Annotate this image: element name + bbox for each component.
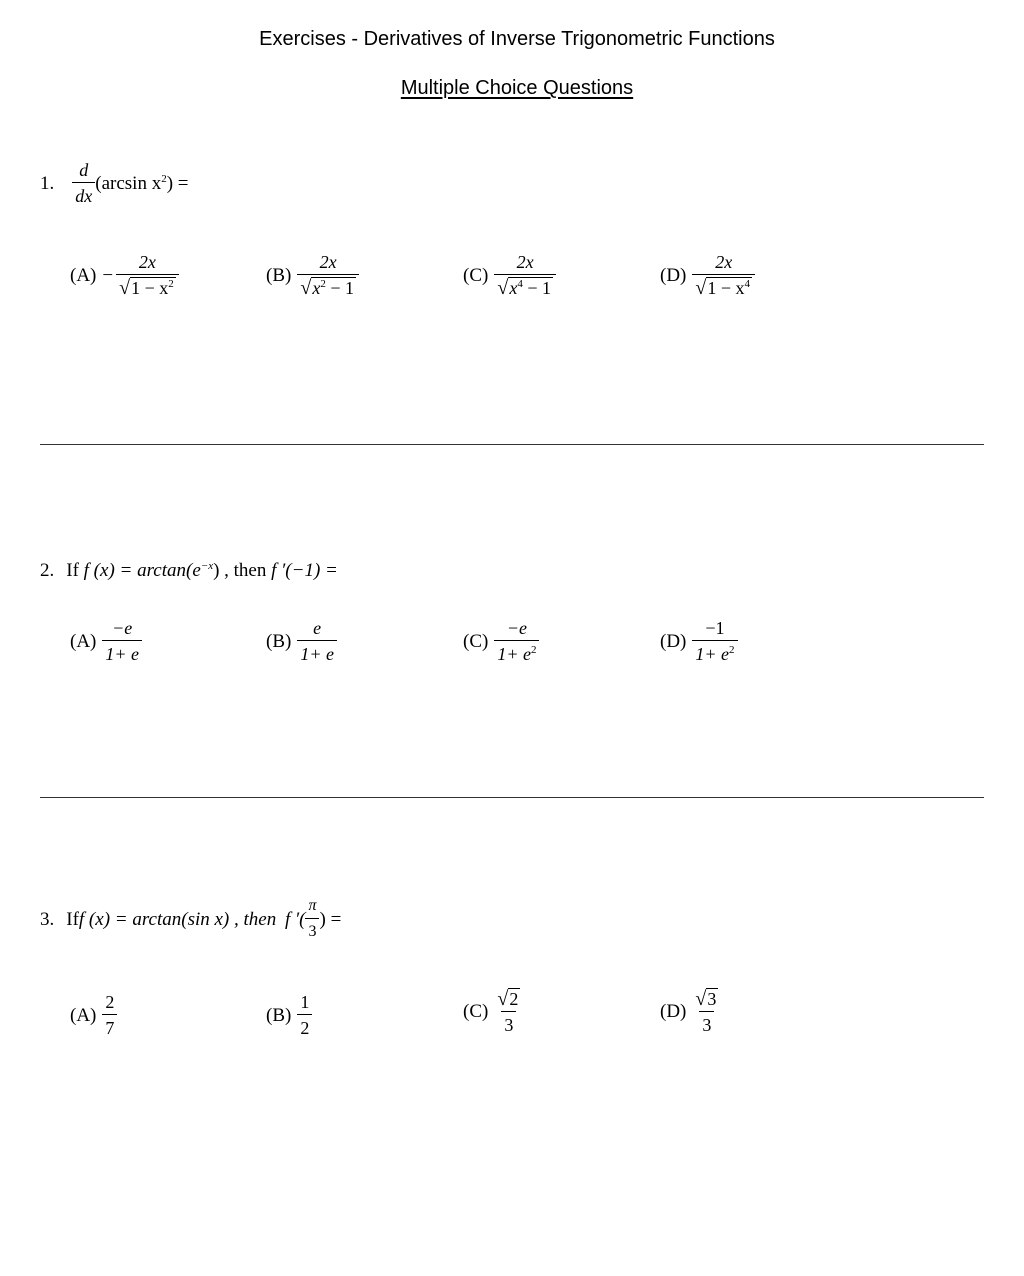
question-number: 1. [40, 172, 55, 194]
answer-option-1b[interactable]: (B) 2x √ $x^2 - 1$ [266, 252, 359, 299]
option-fraction: $\frac{-e}{1+ e^2}$ [494, 618, 539, 665]
question-number: 3. [40, 908, 55, 930]
option-fraction: $\frac{1}{2}$ [297, 992, 312, 1039]
option-fraction: $\frac{-e}{1+ e}$ [102, 618, 142, 665]
option-fraction: √ 3 3 [695, 988, 717, 1035]
answer-option-2d[interactable]: (D) $\frac{-1}{1+ e^2}$ [660, 618, 738, 665]
option-fraction: 2x √ $1 - x^2$ [116, 252, 179, 299]
question-expression: (arcsin $x^2$) = [95, 172, 189, 194]
pi-over-three: $\frac{\pi}{3}$ [305, 896, 319, 943]
answer-option-1d[interactable]: (D) 2x √ $1 - x^4$ [660, 252, 755, 299]
option-fraction: $\frac{-1}{1+ e^2}$ [692, 618, 737, 665]
answer-option-2b[interactable]: (B) $\frac{e}{1+ e}$ [266, 618, 337, 665]
answer-option-3d[interactable]: (D) √ 3 3 [660, 988, 721, 1036]
answer-option-2a[interactable]: (A) $\frac{-e}{1+ e}$ [70, 618, 142, 665]
answer-option-3c[interactable]: (C) √ 2 3 [463, 988, 523, 1036]
option-fraction: $\frac{2}{7}$ [102, 992, 117, 1039]
option-fraction: 2x √ $x^2 - 1$ [297, 252, 359, 299]
option-fraction: $\frac{e}{1+ e}$ [297, 618, 337, 665]
answer-option-3b[interactable]: (B) $\frac{1}{2}$ [266, 992, 312, 1039]
question-2: 2. If f $(x) = \arctan(e^{-x})$ , then f ′(−1) = [40, 560, 338, 581]
question-number: 2. [40, 560, 55, 581]
answer-option-1a[interactable]: (A) − 2x √ $1 - x^2$ [70, 252, 179, 299]
derivative-operator: $\frac{d}{dx}$ [72, 160, 95, 207]
question-1 [40, 160, 189, 207]
section-divider [40, 444, 984, 445]
option-fraction: 2x √ $x^4 - 1$ [494, 252, 556, 299]
option-fraction: √ 2 3 [497, 988, 519, 1035]
question-3: 3. If f (x) = arctan(sin x) , then f ′( $\frac{\pi}{3}$ ) = [40, 896, 341, 943]
page-title: Exercises - Derivatives of Inverse Trigonometric Functions [259, 28, 775, 50]
answer-option-3a[interactable]: (A) $\frac{2}{7}$ [70, 992, 117, 1039]
option-fraction: 2x √ $1 - x^4$ [692, 252, 755, 299]
section-divider [40, 797, 984, 798]
answer-option-1c[interactable]: (C) 2x √ $x^4 - 1$ [463, 252, 556, 299]
page-subtitle: Multiple Choice Questions [400, 77, 634, 99]
answer-option-2c[interactable]: (C) $\frac{-e}{1+ e^2}$ [463, 618, 539, 665]
